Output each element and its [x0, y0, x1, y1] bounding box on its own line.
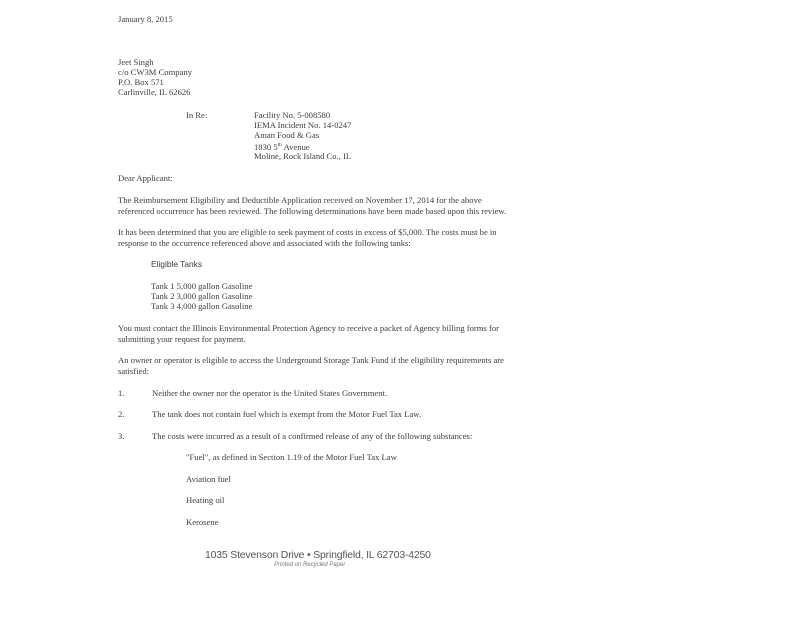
substance-item: Aviation fuel [186, 474, 231, 484]
paragraph-line: It has been determined that you are eligible to seek payment of costs in excess of $5,000. The costs must be in [118, 227, 497, 237]
paragraph-line: The Reimbursement Eligibility and Deductible Application received on November 17, 2014 for the above [118, 195, 482, 205]
footer-recycled-note: Printed on Recycled Paper [274, 562, 346, 568]
tanks-heading: Eligible Tanks [151, 259, 203, 269]
substance-item: "Fuel", as defined in Section 1.19 of the Motor Fuel Tax Law [186, 452, 397, 462]
substance-item: Kerosene [186, 517, 219, 527]
re-site-location: Moline, Rock Island Co., IL [254, 151, 352, 161]
re-facility: Facility No. 5-008580 [254, 110, 331, 120]
tank-item: Tank 2 3,000 gallon Gasoline [151, 291, 253, 301]
letter-date: January 8, 2015 [118, 14, 173, 24]
substance-item: Heating oil [186, 495, 225, 505]
paragraph-line: response to the occurrence referenced above and associated with the following tanks: [118, 238, 411, 248]
paragraph-line: satisfied: [118, 366, 150, 376]
re-label: In Re: [186, 110, 208, 120]
requirement-number: 2. [118, 409, 125, 419]
requirement-text: Neither the owner nor the operator is the United States Government. [152, 388, 388, 398]
recipient-name: Jeet Singh [118, 57, 154, 67]
recipient-po-box: P.O. Box 571 [118, 77, 164, 87]
requirement-number: 1. [118, 388, 125, 398]
recipient-city: Carlinville, IL 62626 [118, 87, 191, 97]
tank-item: Tank 1 5,000 gallon Gasoline [151, 281, 253, 291]
requirement-number: 3. [118, 431, 125, 441]
recipient-company: c/o CW3M Company [118, 67, 192, 77]
re-site-address: 1830 5th Avenue [254, 141, 310, 152]
paragraph-line: You must contact the Illinois Environmental Protection Agency to receive a packet of Agency billing forms for [118, 323, 499, 333]
paragraph-line: An owner or operator is eligible to access the Underground Storage Tank Fund if the eligibility requirements are [118, 355, 504, 365]
tank-item: Tank 3 4,000 gallon Gasoline [151, 301, 253, 311]
paragraph-line: referenced occurrence has been reviewed. The following determinations have been made based upon this review. [118, 206, 507, 216]
paragraph-line: submitting your request for payment. [118, 334, 246, 344]
footer-address: 1035 Stevenson Drive • Springfield, IL 62703-4250 [205, 549, 431, 561]
requirement-text: The tank does not contain fuel which is exempt from the Motor Fuel Tax Law. [152, 409, 422, 419]
salutation: Dear Applicant: [118, 173, 173, 183]
requirement-text: The costs were incurred as a result of a confirmed release of any of the following substances: [152, 431, 473, 441]
re-site-name: Aman Food & Gas [254, 130, 320, 140]
re-incident: IEMA Incident No. 14-0247 [254, 120, 352, 130]
